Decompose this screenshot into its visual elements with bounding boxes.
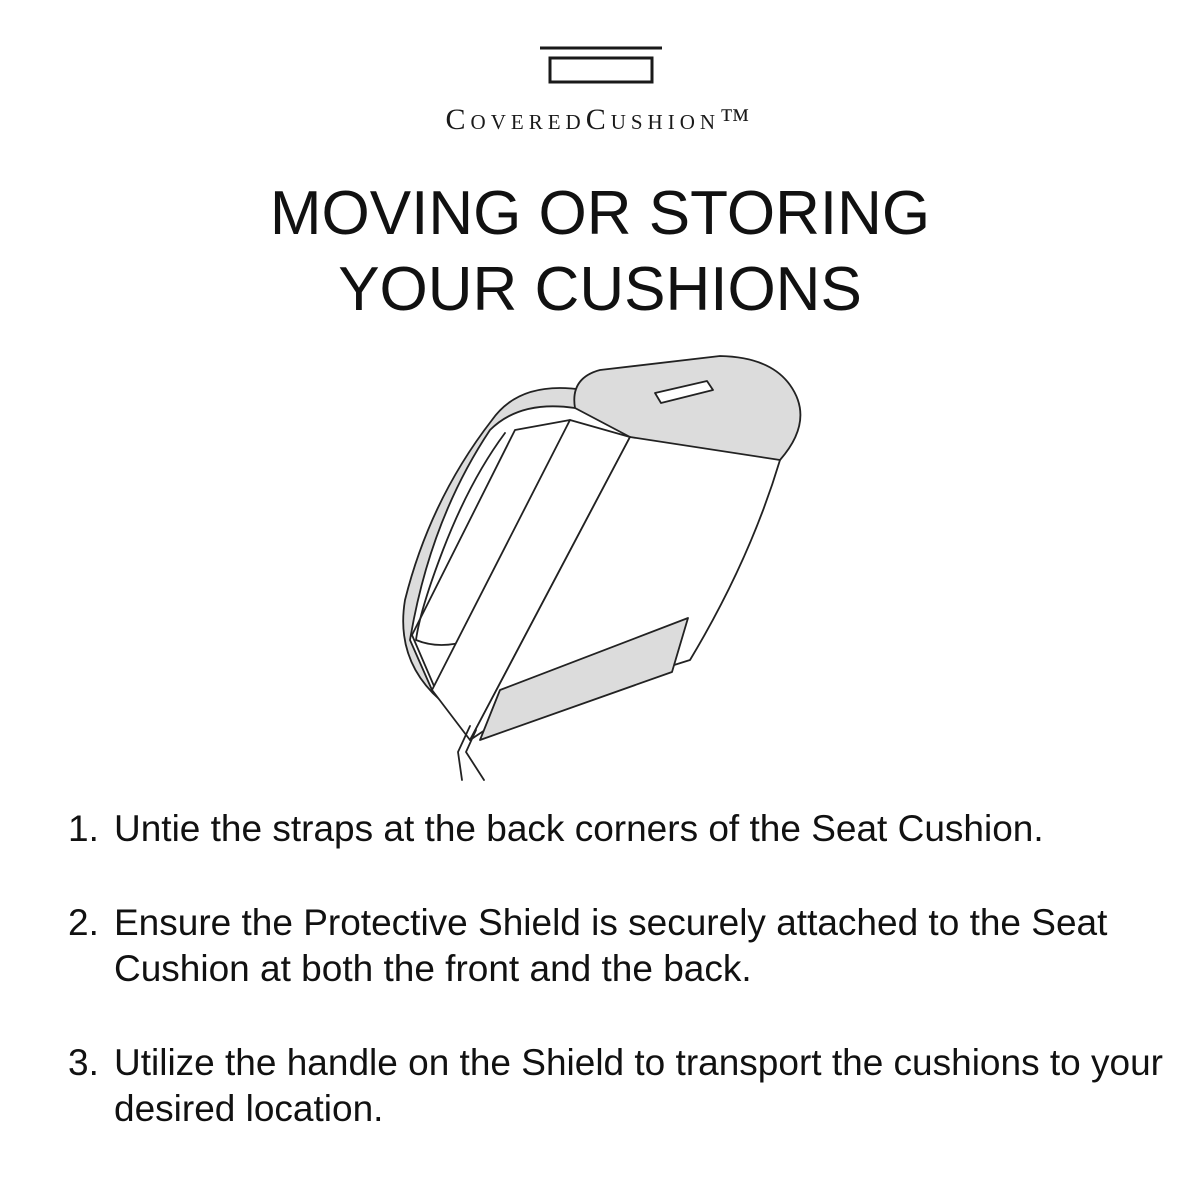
step-text: Ensure the Protective Shield is securely attached to the Seat Cushion at both the front and the back.	[114, 902, 1108, 989]
list-item	[68, 806, 1188, 852]
step-number: 2.	[68, 902, 99, 943]
step-text: Untie the straps at the back corners of the Seat Cushion.	[114, 808, 1044, 849]
page-title-line-2: YOUR CUSHIONS	[338, 255, 862, 324]
page-title	[0, 176, 1200, 328]
cushion-logo-icon	[538, 46, 664, 86]
brand-name: CoveredCushion™	[445, 103, 755, 136]
list-item	[68, 1040, 1188, 1132]
step-text: Utilize the handle on the Shield to transport the cushions to your desired location.	[114, 1042, 1163, 1129]
step-number: 1.	[68, 808, 99, 849]
instruction-steps	[68, 806, 1188, 1180]
step-number: 3.	[68, 1042, 99, 1083]
page-title-line-1: MOVING OR STORING	[269, 179, 931, 248]
list-item	[68, 900, 1188, 992]
cushion-with-shield-icon	[380, 345, 820, 790]
brand-header	[0, 40, 1200, 150]
